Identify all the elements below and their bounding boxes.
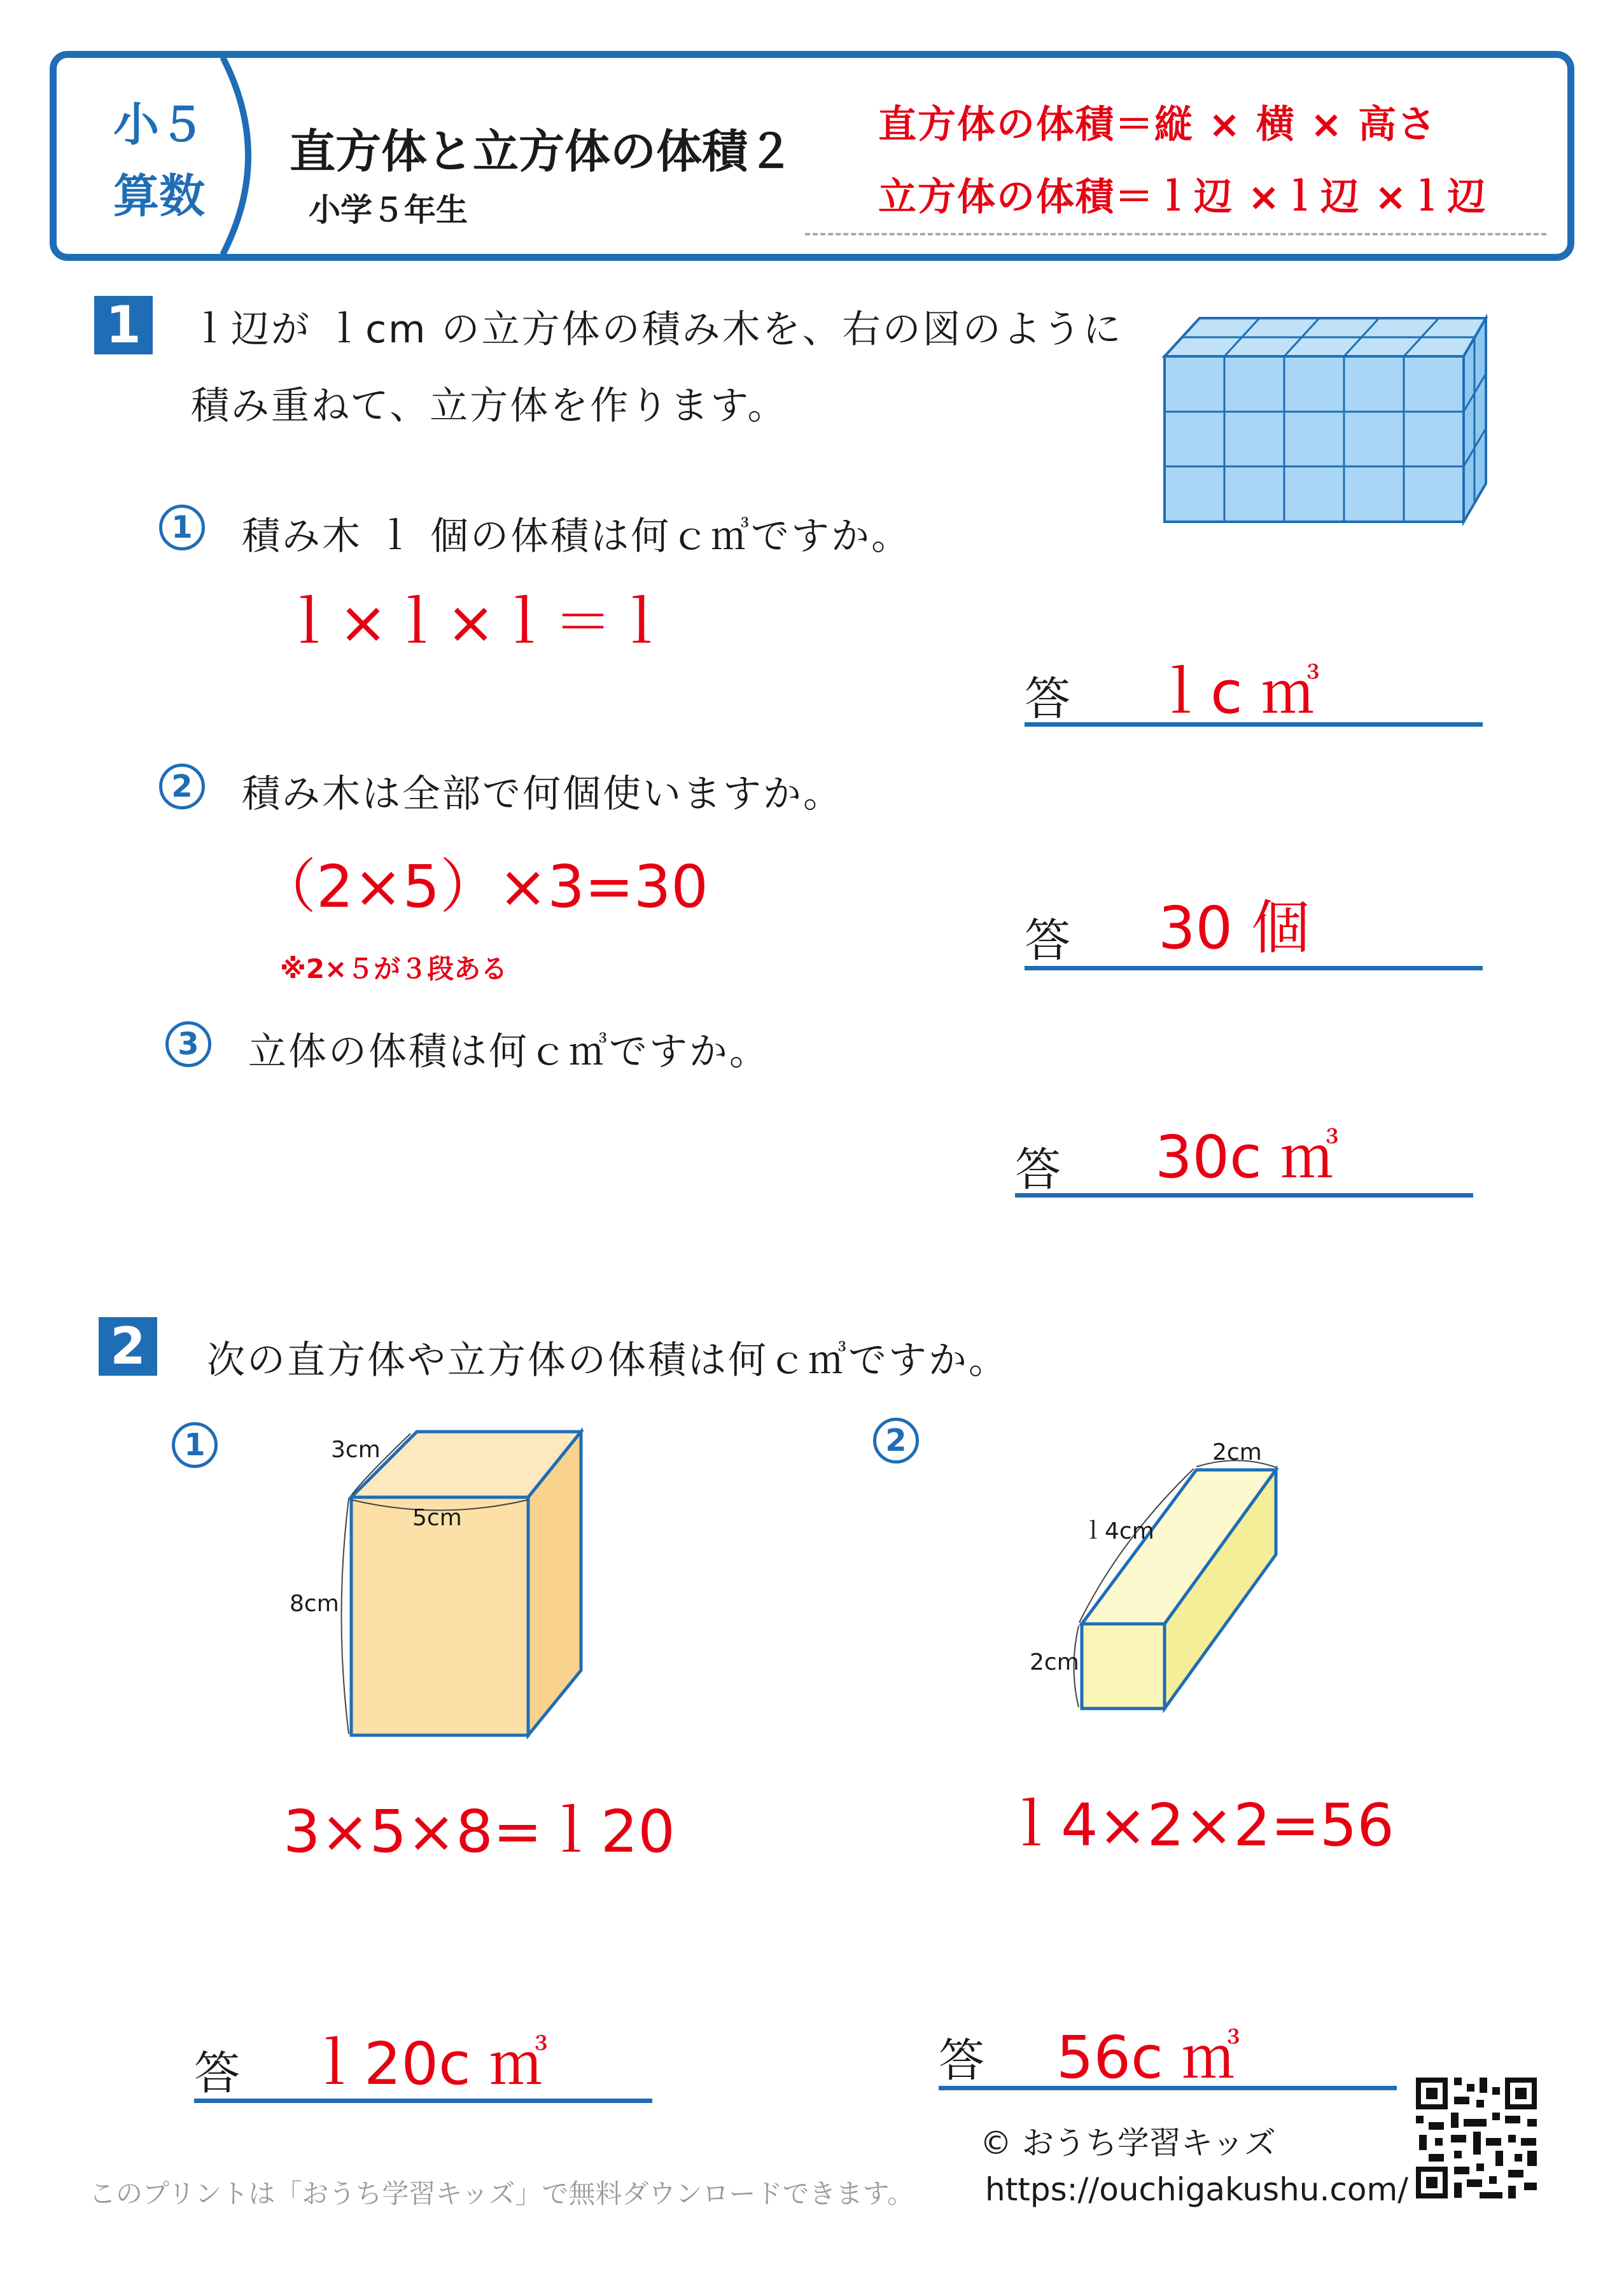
stacked-cubes-figure [1161,312,1492,528]
site-url[interactable]: https://ouchigakushu.com/ [985,2171,1409,2208]
problem-1-q1-work: ｌ×ｌ×ｌ＝ｌ [280,589,671,657]
problem-1-q1-question: 積み木 ｌ 個の体積は何ｃ㎥ですか。 [242,514,912,559]
problem-1-q2-answer-label: 答 [1025,914,1071,967]
subject-label: 算数 [113,169,205,223]
prism-top-label: 2cm [1212,1439,1262,1465]
formula-cuboid: 直方体の体積＝縦 × 横 × 高さ [878,102,1438,147]
grade-label: 小５ [113,98,205,151]
formula-cube: 立方体の体積＝ｌ辺 ×ｌ辺 ×ｌ辺 [878,175,1487,220]
cuboid-depth-label: 3cm [331,1437,381,1463]
problem-1-q3-mark: 3 [165,1021,211,1067]
cuboid-height-label: 8cm [290,1591,339,1617]
page-title: 直方体と立方体の体積２ [290,125,794,178]
problem-1-q3-question: 立体の体積は何ｃ㎥ですか。 [248,1030,769,1074]
copyright: © おうち学習キッズ [980,2125,1276,2162]
problem-1-q2-answer-line [1025,966,1483,970]
prism-length-label: ｌ4cm [1082,1518,1154,1544]
problem-2-q1-answer: ｌ20c ㎥ [305,2030,548,2098]
cuboid-figure [331,1416,598,1747]
problem-1-q3-answer-label: 答 [1015,1143,1061,1196]
problem-2-q2-answer-line [939,2086,1397,2090]
problem-1-text-line1: ｌ辺が ｌcm の立方体の積み木を、右の図のように [191,307,1123,352]
problem-2-text: 次の直方体や立方体の体積は何ｃ㎥ですか。 [207,1338,1009,1383]
problem-2-q1-answer-label: 答 [194,2046,241,2100]
problem-1-badge: 1 [94,296,153,354]
cuboid-width-label: 5cm [412,1505,462,1531]
header-divider-arc [191,51,280,261]
problem-1-q1-answer-line [1025,722,1483,727]
problem-1-q2-note: ※2×５が３段ある [280,953,508,984]
problem-2-q1-mark: 1 [172,1422,218,1468]
problem-2-badge: 2 [99,1317,157,1376]
problem-1-q3-answer: 30c ㎥ [1155,1123,1339,1191]
problem-1-q3-answer-line [1015,1193,1473,1198]
problem-2-q2-work: ｌ4×2×2=56 [1002,1791,1394,1859]
page-subtitle: 小学５年生 [309,192,468,228]
problem-1-q1-answer: ｌc ㎥ [1152,659,1320,727]
problem-2-q2-answer: 56c ㎥ [1056,2023,1240,2092]
problem-1-text-line2: 積み重ねて、立方体を作ります。 [191,384,788,428]
problem-1-q2-mark: 2 [159,764,205,809]
prism-side-label: 2cm [1030,1649,1079,1675]
problem-2-q2-mark: 2 [873,1418,919,1464]
problem-1-q2-work: （2×5）×3=30 [258,853,708,921]
problem-2-q1-work: 3×5×8=ｌ20 [283,1798,675,1866]
footer-note: このプリントは「おうち学習キッズ」で無料ダウンロードできます。 [89,2178,914,2209]
prism-figure [1069,1444,1298,1718]
problem-1-q2-answer: 30 個 [1158,894,1310,962]
problem-1-q1-answer-label: 答 [1025,672,1071,725]
problem-1-q2-question: 積み木は全部で何個使いますか。 [242,772,843,816]
formula-underline [805,233,1546,235]
problem-2-q1-answer-line [194,2099,652,2103]
qr-code-icon [1413,2074,1540,2202]
problem-1-q1-mark: 1 [159,505,205,550]
problem-2-q2-answer-label: 答 [939,2034,985,2087]
